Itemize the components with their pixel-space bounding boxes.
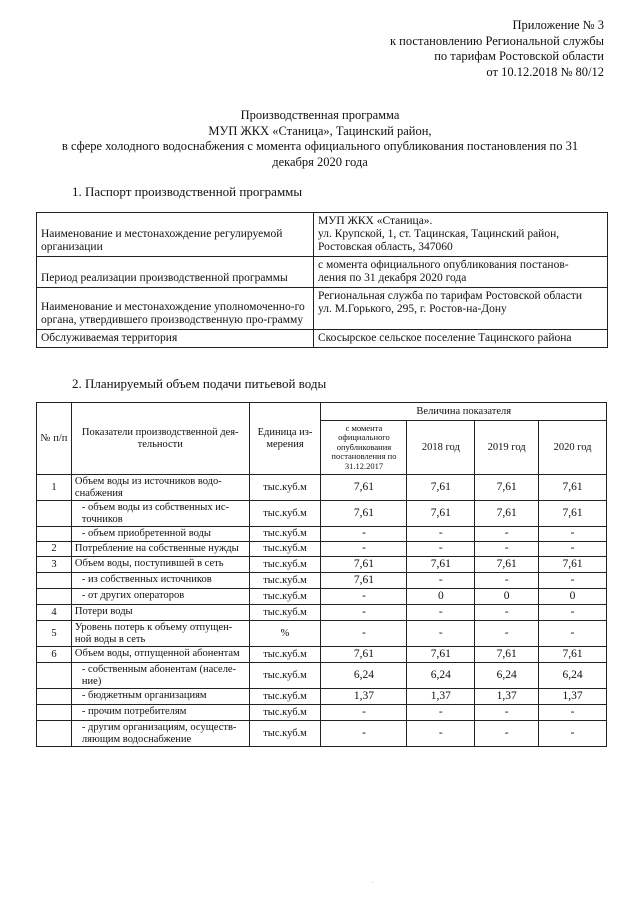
row-value: - [475, 721, 539, 747]
row-unit: тыс.куб.м [249, 705, 321, 721]
row-number [37, 527, 72, 542]
row-unit: тыс.куб.м [249, 501, 321, 527]
header-value-group: Величина показателя [321, 403, 607, 421]
row-value: - [321, 721, 407, 747]
passport-value-line: ления по 31 декабря 2020 года [318, 272, 467, 284]
volume-row [37, 689, 607, 705]
row-number [37, 721, 72, 747]
row-number [37, 705, 72, 721]
volume-row [37, 721, 607, 747]
row-number: 3 [37, 557, 72, 573]
row-value: 0 [539, 589, 607, 605]
row-value: - [407, 705, 475, 721]
passport-value-line: Региональная служба по тарифам Ростовской области [318, 290, 583, 302]
passport-value-line: с момента официального опубликования постанов- [318, 259, 569, 271]
row-value: 7,61 [321, 475, 407, 501]
volume-row [37, 589, 607, 605]
row-value: 7,61 [539, 647, 607, 663]
header-indicator: Показатели производственной дея-тельности [71, 403, 249, 475]
row-value: - [475, 573, 539, 589]
row-value: - [321, 527, 407, 542]
row-value: 1,37 [321, 689, 407, 705]
row-value: 7,61 [321, 501, 407, 527]
row-value: - [321, 542, 407, 557]
row-indicator: Уровень потерь к объему отпущен-ной воды в сеть [71, 621, 249, 647]
row-value: 7,61 [475, 475, 539, 501]
row-value: - [321, 621, 407, 647]
passport-row [37, 330, 608, 348]
row-value: - [321, 605, 407, 621]
row-value: - [539, 721, 607, 747]
row-value: 6,24 [321, 663, 407, 689]
header-period-2020: 2020 год [539, 421, 607, 475]
row-value: - [539, 605, 607, 621]
row-unit: % [249, 621, 321, 647]
title-line: в сфере холодного водоснабжения с момента официального опубликования постановления по 31 [61, 139, 579, 153]
row-unit: тыс.куб.м [249, 589, 321, 605]
passport-value [314, 257, 608, 288]
appendix-line: Приложение № 3 [512, 18, 604, 32]
row-value: 7,61 [475, 647, 539, 663]
volume-table [36, 402, 607, 747]
header-num: № п/п [37, 403, 72, 475]
passport-row [37, 288, 608, 330]
row-value: 7,61 [475, 557, 539, 573]
volume-row [37, 557, 607, 573]
row-value: 1,37 [407, 689, 475, 705]
appendix-line: по тарифам Ростовской области [434, 49, 604, 63]
section-1-heading: 1. Паспорт производственной программы [72, 184, 303, 199]
row-indicator: - другим организациям, осуществ-ляющим водоснабжение [71, 721, 249, 747]
row-value: 7,61 [321, 557, 407, 573]
passport-value-line: Скосырское сельское поселение Тацинского района [318, 332, 572, 344]
row-value: - [539, 705, 607, 721]
row-value: 7,61 [407, 475, 475, 501]
row-value: 7,61 [407, 501, 475, 527]
passport-value-line: ул. Крупской, 1, ст. Тацинская, Тацинский район, [318, 228, 560, 240]
row-unit: тыс.куб.м [249, 721, 321, 747]
row-unit: тыс.куб.м [249, 475, 321, 501]
row-value: - [475, 605, 539, 621]
row-indicator: - объем воды из собственных ис-точников [71, 501, 249, 527]
volume-row [37, 542, 607, 557]
row-value: - [407, 605, 475, 621]
passport-value-line: МУП ЖКХ «Станица». [318, 215, 433, 227]
passport-key: Наименование и местонахождение уполномоченно-го органа, утвердившего производственную про-грамму [37, 288, 314, 330]
volume-row [37, 663, 607, 689]
passport-row [37, 257, 608, 288]
row-value: 7,61 [475, 501, 539, 527]
passport-value [314, 213, 608, 257]
row-value: - [407, 527, 475, 542]
row-indicator: Объем воды, поступившей в сеть [71, 557, 249, 573]
appendix-line: к постановлению Региональной службы [389, 33, 604, 48]
passport-key: Обслуживаемая территория [37, 330, 314, 348]
row-indicator: - от других операторов [71, 589, 249, 605]
row-unit: тыс.куб.м [249, 647, 321, 663]
row-value: 7,61 [321, 647, 407, 663]
row-indicator: Потери воды [71, 605, 249, 621]
row-value: - [475, 621, 539, 647]
row-value: - [539, 573, 607, 589]
row-indicator: Объем воды из источников водо-снабжения [71, 475, 249, 501]
row-indicator: - собственным абонентам (населе-ние) [71, 663, 249, 689]
row-unit: тыс.куб.м [249, 542, 321, 557]
volume-row [37, 605, 607, 621]
row-value: 6,24 [407, 663, 475, 689]
row-number: 6 [37, 647, 72, 663]
row-value: - [321, 705, 407, 721]
row-value: - [475, 705, 539, 721]
title-line: декабря 2020 года [272, 154, 368, 169]
row-number [37, 663, 72, 689]
row-number: 2 [37, 542, 72, 557]
row-indicator: - объем приобретенной воды [71, 527, 249, 542]
volume-row [37, 527, 607, 542]
row-value: 6,24 [475, 663, 539, 689]
volume-row [37, 647, 607, 663]
row-value: - [321, 589, 407, 605]
row-unit: тыс.куб.м [249, 527, 321, 542]
row-value: 0 [475, 589, 539, 605]
row-value: - [407, 621, 475, 647]
row-value: 7,61 [407, 647, 475, 663]
volume-row [37, 573, 607, 589]
row-number [37, 689, 72, 705]
appendix-line: от 10.12.2018 № 80/12 [486, 64, 604, 79]
scan-mark: . [372, 879, 374, 885]
row-indicator: Объем воды, отпущенной абонентам [71, 647, 249, 663]
row-number: 4 [37, 605, 72, 621]
row-unit: тыс.куб.м [249, 573, 321, 589]
row-value: - [475, 527, 539, 542]
row-value: 7,61 [539, 557, 607, 573]
row-value: - [539, 527, 607, 542]
title-line: Производственная программа [240, 108, 400, 122]
title-line: МУП ЖКХ «Станица», Тацинский район, [208, 123, 432, 138]
row-number [37, 501, 72, 527]
header-period-2018: 2018 год [407, 421, 475, 475]
passport-key: Период реализации производственной программы [37, 257, 314, 288]
passport-value-line: Ростовская область, 347060 [318, 241, 453, 253]
volume-row [37, 501, 607, 527]
row-unit: тыс.куб.м [249, 663, 321, 689]
row-value: 1,37 [539, 689, 607, 705]
row-value: 7,61 [539, 501, 607, 527]
passport-key: Наименование и местонахождение регулируемой организации [37, 213, 314, 257]
header-unit: Единица из-мерения [249, 403, 321, 475]
document-title [40, 108, 600, 170]
row-value: - [407, 721, 475, 747]
header-period-2019: 2019 год [475, 421, 539, 475]
passport-row [37, 213, 608, 257]
row-value: - [539, 542, 607, 557]
row-number [37, 573, 72, 589]
passport-table [36, 212, 608, 348]
row-value: 7,61 [539, 475, 607, 501]
row-number: 1 [37, 475, 72, 501]
passport-value-line: ул. М.Горького, 295, г. Ростов-на-Дону [318, 303, 507, 315]
row-unit: тыс.куб.м [249, 605, 321, 621]
row-indicator: - бюджетным организациям [71, 689, 249, 705]
passport-value [314, 330, 608, 348]
row-unit: тыс.куб.м [249, 557, 321, 573]
row-value: 7,61 [321, 573, 407, 589]
row-value: 6,24 [539, 663, 607, 689]
row-value: - [475, 542, 539, 557]
row-indicator: - из собственных источников [71, 573, 249, 589]
row-value: - [407, 542, 475, 557]
appendix-header [324, 18, 604, 80]
section-2-heading: 2. Планируемый объем подачи питьевой воды [72, 376, 327, 391]
row-value: - [539, 621, 607, 647]
volume-row [37, 621, 607, 647]
row-indicator: - прочим потребителям [71, 705, 249, 721]
passport-value [314, 288, 608, 330]
row-value: 1,37 [475, 689, 539, 705]
row-value: 7,61 [407, 557, 475, 573]
row-number: 5 [37, 621, 72, 647]
volume-row [37, 705, 607, 721]
row-value: 0 [407, 589, 475, 605]
header-period-initial: с момента официального опубликования постановления по 31.12.2017 [321, 421, 407, 475]
volume-row [37, 475, 607, 501]
row-unit: тыс.куб.м [249, 689, 321, 705]
row-number [37, 589, 72, 605]
row-indicator: Потребление на собственные нужды [71, 542, 249, 557]
row-value: - [407, 573, 475, 589]
